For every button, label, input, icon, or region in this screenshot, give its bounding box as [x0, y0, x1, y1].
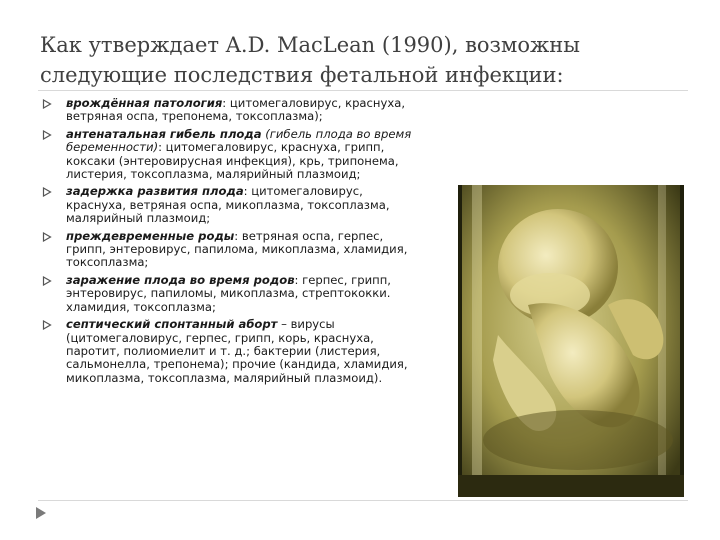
- hollow-triangle-bullet-icon: [42, 187, 52, 197]
- bullet-list: [42, 97, 422, 389]
- item-separator: :: [234, 228, 242, 243]
- item-text: цитомегаловирус, краснуха, ветряная оспа, трепонема, токсоплазма);: [66, 96, 406, 124]
- hollow-triangle-bullet-icon: [42, 276, 52, 286]
- item-separator: :: [294, 272, 303, 287]
- list-item: [42, 274, 422, 314]
- item-term: преждевременные роды: [66, 228, 235, 243]
- item-term: задержка развития плода: [66, 184, 244, 199]
- item-term: заражение плода во время родов: [66, 272, 295, 287]
- list-item: [42, 318, 422, 385]
- hollow-triangle-bullet-icon: [42, 99, 52, 109]
- list-item: [42, 97, 422, 124]
- item-note: (гибель плода во время беременности): [66, 126, 412, 155]
- list-item: [42, 128, 422, 182]
- hollow-triangle-bullet-icon: [42, 320, 52, 330]
- title-divider: [38, 90, 688, 91]
- hollow-triangle-bullet-icon: [42, 232, 52, 242]
- footer-divider: [38, 500, 688, 501]
- item-separator: –: [277, 317, 291, 332]
- list-item: [42, 230, 422, 270]
- item-text: цитомегаловирус, краснуха, ветряная оспа, микоплазма, токсоплазма, малярийный плазмоид;: [66, 184, 390, 226]
- item-term: врождённая патология: [66, 96, 223, 110]
- item-text: : цитомегаловирус, краснуха, грипп, коксаки (энтеровирусная инфекция), крь, трипонема, листерия, токсоплазма, малярийный плазмоид;: [66, 140, 399, 182]
- triangle-corner-icon: [34, 506, 48, 520]
- slide-title: Как утверждает A.D. MacLean (1990), возможны следующие последствия фетальной инфекции:: [40, 33, 580, 87]
- item-text: ветряная оспа, герпес, грипп, энтеровирус, папилома, микоплазма, хламидия, токсоплазма;: [66, 228, 408, 270]
- item-separator: :: [243, 184, 252, 199]
- list-item: [42, 185, 422, 225]
- hollow-triangle-bullet-icon: [42, 130, 52, 140]
- specimen-jar-photo: [458, 185, 684, 497]
- item-text: вирусы (цитомегаловирус, герпес, грипп, корь, краснуха, паротит, полиомиелит и т. д.; бактерии (листерия, сальмонелла, трепонема); прочие (кандида, хламидия, микоплазма, токсоплазма, малярийный плазмоид).: [66, 317, 408, 385]
- item-term: септический спонтанный аборт: [66, 317, 278, 332]
- item-separator: :: [222, 96, 230, 110]
- item-term: антенатальная гибель плода: [66, 126, 262, 141]
- specimen-jar-illustration: [458, 185, 684, 497]
- item-text: герпес, грипп, энтеровирус, папиломы, микоплазма, стрептококки. хламидия, токсоплазма;: [66, 272, 391, 314]
